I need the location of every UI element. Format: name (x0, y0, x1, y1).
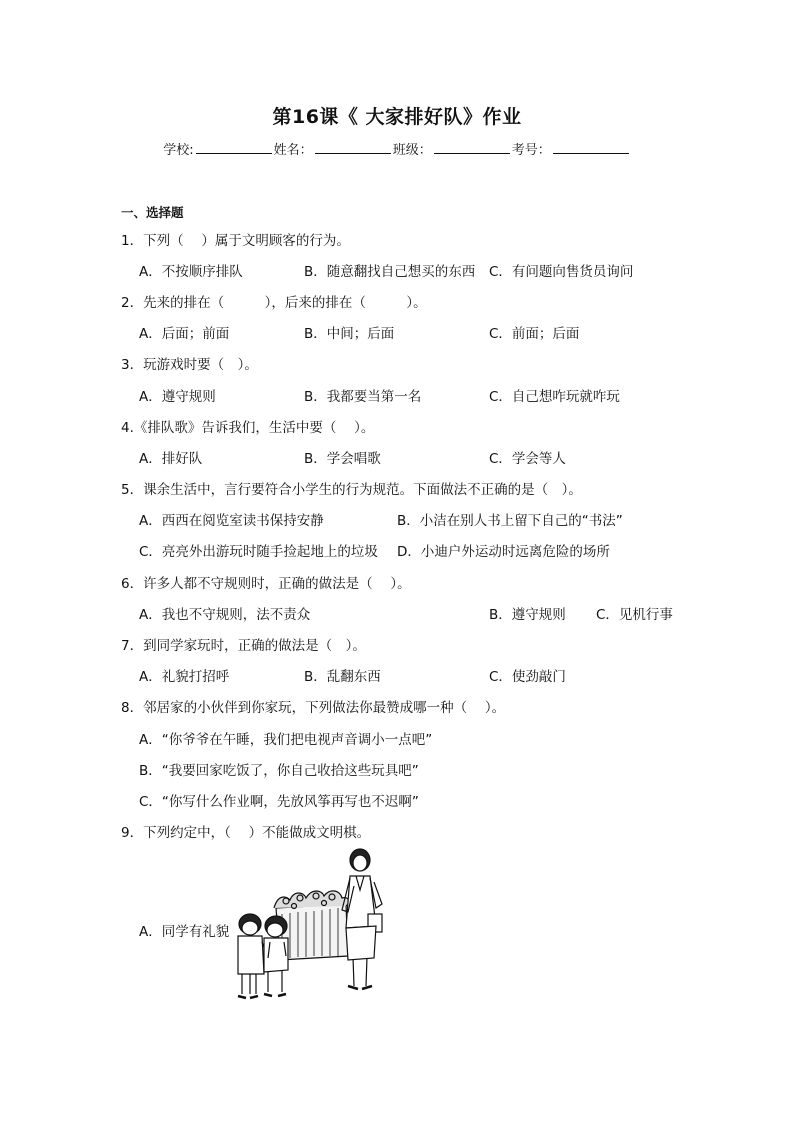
q1-option-c[interactable]: C．有问题向售货员询问 (489, 264, 634, 280)
q6-option-c[interactable]: C．见机行事 (596, 607, 673, 623)
name-blank[interactable] (315, 141, 391, 154)
q6-option-a[interactable]: A．我也不守规则，法不责众 (139, 607, 311, 623)
q5-option-d[interactable]: D．小迪户外运动时远离危险的场所 (397, 544, 610, 560)
q8-option-b[interactable]: B．“我要回家吃饭了，你自己收拾这些玩具吧” (139, 763, 419, 779)
question-3: 3．玩游戏时要（ ）。 (121, 357, 258, 373)
question-1: 1．下列（ ）属于文明顾客的行为。 (121, 233, 350, 249)
q5-option-b[interactable]: B．小洁在别人书上留下自己的“书法” (397, 513, 623, 529)
q7-option-c[interactable]: C．使劲敲门 (489, 669, 566, 685)
q3-option-b[interactable]: B．我都要当第一名 (304, 389, 422, 405)
q8-option-c[interactable]: C．“你写什么作业啊，先放风筝再写也不迟啊” (139, 794, 419, 810)
question-9: 9．下列约定中，（ ）不能做成文明棋。 (121, 825, 371, 841)
q7-option-b[interactable]: B．乱翻东西 (304, 669, 381, 685)
q9-option-a[interactable]: A．同学有礼貌 (139, 924, 230, 940)
children-greeting-teacher-illustration (228, 846, 388, 1006)
q2-option-b[interactable]: B．中间；后面 (304, 326, 395, 342)
q8-option-a[interactable]: A．“你爷爷在午睡，我们把电视声音调小一点吧” (139, 732, 433, 748)
question-7: 7．到同学家玩时，正确的做法是（ ）。 (121, 638, 366, 654)
page-title: 第16课《 大家排好队》作业 (272, 106, 522, 128)
question-5: 5．课余生活中，言行要符合小学生的行为规范。下面做法不正确的是（ ）。 (121, 482, 582, 498)
school-label: 学校: (163, 143, 194, 158)
q4-option-a[interactable]: A．排好队 (139, 451, 203, 467)
exam-number-label: 考号： (511, 143, 551, 158)
section-heading: 一、选择题 (121, 205, 184, 220)
class-blank[interactable] (434, 141, 510, 154)
name-label: 姓名： (273, 143, 313, 158)
q5-option-a[interactable]: A．西西在阅览室读书保持安静 (139, 513, 324, 529)
q4-option-c[interactable]: C．学会等人 (489, 451, 566, 467)
question-6: 6．许多人都不守规则时，正确的做法是（ ）。 (121, 576, 411, 592)
q3-option-c[interactable]: C．自己想咋玩就咋玩 (489, 389, 620, 405)
q1-option-a[interactable]: A．不按顺序排队 (139, 264, 243, 280)
student-info-line (0, 139, 794, 158)
q6-option-b[interactable]: B．遵守规则 (489, 607, 566, 623)
q2-option-a[interactable]: A．后面；前面 (139, 326, 230, 342)
q5-option-c[interactable]: C．亮亮外出游玩时随手捡起地上的垃圾 (139, 544, 378, 560)
question-8: 8．邻居家的小伙伴到你家玩，下列做法你最赞成哪一种（ ）。 (121, 700, 506, 716)
q7-option-a[interactable]: A．礼貌打招呼 (139, 669, 230, 685)
q2-option-c[interactable]: C．前面；后面 (489, 326, 580, 342)
q1-option-b[interactable]: B．随意翻找自己想买的东西 (304, 264, 476, 280)
school-blank[interactable] (196, 141, 272, 154)
class-label: 班级： (392, 143, 432, 158)
exam-number-blank[interactable] (553, 141, 629, 154)
q3-option-a[interactable]: A．遵守规则 (139, 389, 216, 405)
question-2: 2．先来的排在（ ），后来的排在（ ）。 (121, 295, 427, 311)
q4-option-b[interactable]: B．学会唱歌 (304, 451, 381, 467)
question-4: 4.《排队歌》告诉我们，生活中要（ ）。 (121, 420, 375, 436)
